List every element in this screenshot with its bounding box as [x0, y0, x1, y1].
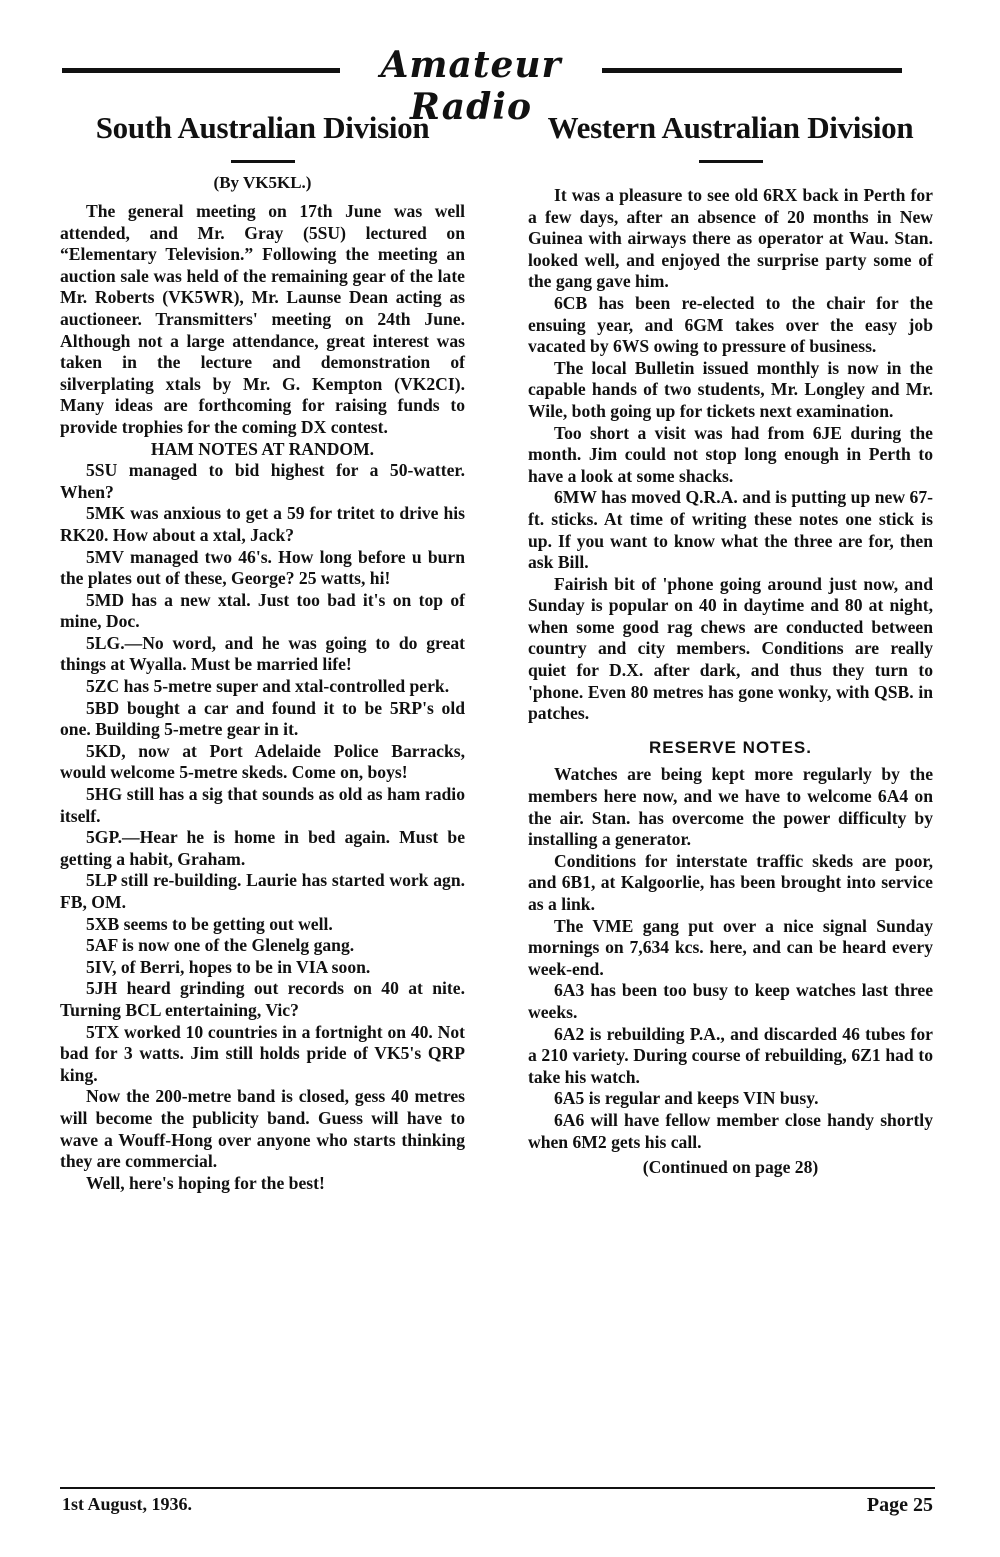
paragraph: 5HG still has a sig that sounds as old as ham radio itself.: [60, 784, 465, 826]
paragraph: 5XB seems to be getting out well.: [86, 913, 333, 934]
right-body: [528, 185, 933, 1179]
paragraph: 5AF is now one of the Glenelg gang.: [86, 935, 355, 956]
paragraph: It was a pleasure to see old 6RX back in Perth for a few days, after an absence of 20 months in New Guinea with airways there as operator at Wau. Stan. looked well, and enjoyed the surprise party some of the gang gave him.: [528, 185, 933, 292]
left-subhead: HAM NOTES AT RANDOM.: [150, 438, 375, 459]
paragraph: 5KD, now at Port Adelaide Police Barracks, would welcome 5-metre skeds. Come on, boys!: [60, 740, 465, 783]
byline: (By VK5KL.): [213, 173, 312, 192]
footer-rule-right: [515, 1487, 935, 1489]
paragraph: 5MD has a new xtal. Just too bad it's on top of mine, Doc.: [60, 589, 465, 632]
paragraph: 6MW has moved Q.R.A. and is putting up new 67-ft. sticks. At time of writing these notes one stick is up. If you want to know what the three are for, then ask Bill.: [528, 487, 933, 573]
paragraph: Fairish bit of 'phone going around just now, and Sunday is popular on 40 in daytime and 80 at night, when some good rag chews are conducted between country and city members. Conditions are really quiet for D.X. after dark, and thus they turn to 'phone. Even 80 metres has gone wonky, with QSB. in patches.: [528, 573, 933, 724]
right-title: Western Australian Division: [547, 110, 914, 145]
paragraph: The local Bulletin issued monthly is now in the capable hands of two students, Mr. Longley and Mr. Wile, both going up for tickets next examination.: [528, 357, 933, 421]
footer-rule-left: [60, 1487, 550, 1489]
paragraph: The VME gang put over a nice signal Sunday mornings on 7,634 kcs. here, and can be heard every week-end.: [528, 915, 933, 979]
issue-date: 1st August, 1936.: [62, 1494, 193, 1514]
paragraph: 6A6 will have fellow member close handy shortly when 6M2 gets his call.: [528, 1109, 933, 1152]
paragraph: 5SU managed to bid highest for a 50-watter. When?: [60, 460, 465, 502]
western-australian-column: [528, 110, 933, 1179]
paragraph: 5JH heard grinding out records on 40 at nite. Turning BCL entertaining, Vic?: [60, 978, 465, 1020]
south-australian-column: [60, 110, 465, 1194]
paragraph: 5MV managed two 46's. How long before u burn the plates out of these, George? 25 watts, hi!: [60, 546, 465, 589]
continued-note: (Continued on page 28): [642, 1157, 819, 1178]
right-title-rule: [699, 160, 763, 163]
paragraph: 5BD bought a car and found it to be 5RP's old one. Building 5-metre gear in it.: [60, 697, 465, 740]
paragraph: Well, here's hoping for the best!: [86, 1172, 325, 1193]
paragraph: 5MK was anxious to get a 59 for tritet to drive his RK20. How about a xtal, Jack?: [60, 503, 465, 545]
paragraph: 5GP.—Hear he is home in bed again. Must be getting a habit, Graham.: [60, 827, 465, 869]
paragraph: Too short a visit was had from 6JE during the month. Jim could not stop long enough in Perth to have a look at some shacks.: [528, 422, 933, 486]
paragraph: 6A3 has been too busy to keep watches last three weeks.: [528, 980, 933, 1022]
left-title: South Australian Division: [95, 110, 430, 145]
paragraph: Watches are being kept more regularly by the members here now, and we have to welcome 6A4 on the air. Stan. has overcome the power difficulty by installing a generator.: [528, 764, 933, 850]
paragraph: The general meeting on 17th June was well attended, and Mr. Gray (5SU) lectured on “Elementary Television.” Following the meeting an auction sale was held of the remaining gear of the late Mr. Roberts (VK5WR), Mr. Launse Dean acting as auctioneer. Transmitters' meeting on 24th June. Although not a large attendance, great interest was taken in the lecture and demonstration of silverplating xtals by Mr. G. Kempton (VK2CI). Many ideas are forthcoming for raising funds to provide trophies for the coming DX contest.: [60, 201, 465, 437]
paragraph: 5LP still re-building. Laurie has started work agn. FB, OM.: [60, 870, 465, 912]
masthead-logo: Amateur Radio: [380, 44, 562, 128]
paragraph: Now the 200-metre band is closed, gess 40 metres will become the publicity band. Guess will have to wave a Wouff-Hong over anyone who starts thinking they are commercial.: [60, 1086, 465, 1172]
masthead-rule-left: [62, 68, 340, 73]
paragraph: 6CB has been re-elected to the chair for the ensuing year, and 6GM takes over the easy job vacated by 6WS owing to pressure of business.: [528, 292, 933, 357]
paragraph: 5ZC has 5-metre super and xtal-controlled perk.: [86, 676, 450, 697]
masthead-rule-right: [602, 68, 902, 73]
paragraph: 5TX worked 10 countries in a fortnight on 40. Not bad for 3 watts. Jim still holds pride of VK5's QRP king.: [60, 1021, 465, 1085]
paragraph: 5LG.—No word, and he was going to do great things at Wyalla. Must be married life!: [60, 632, 465, 675]
left-title-rule: [231, 160, 295, 163]
left-body: [60, 201, 465, 1194]
paragraph: Conditions for interstate traffic skeds are poor, and 6B1, at Kalgoorlie, has been brought into service as a link.: [528, 850, 933, 914]
paragraph: 6A5 is regular and keeps VIN busy.: [554, 1088, 819, 1109]
paragraph: 6A2 is rebuilding P.A., and discarded 46 tubes for a 210 variety. During course of rebuilding, 6Z1 had to take his watch.: [528, 1023, 933, 1087]
reserve-notes-heading: RESERVE NOTES.: [649, 737, 812, 757]
page-number: Page 25: [866, 1494, 933, 1516]
paragraph: 5IV, of Berri, hopes to be in VIA soon.: [86, 956, 371, 977]
